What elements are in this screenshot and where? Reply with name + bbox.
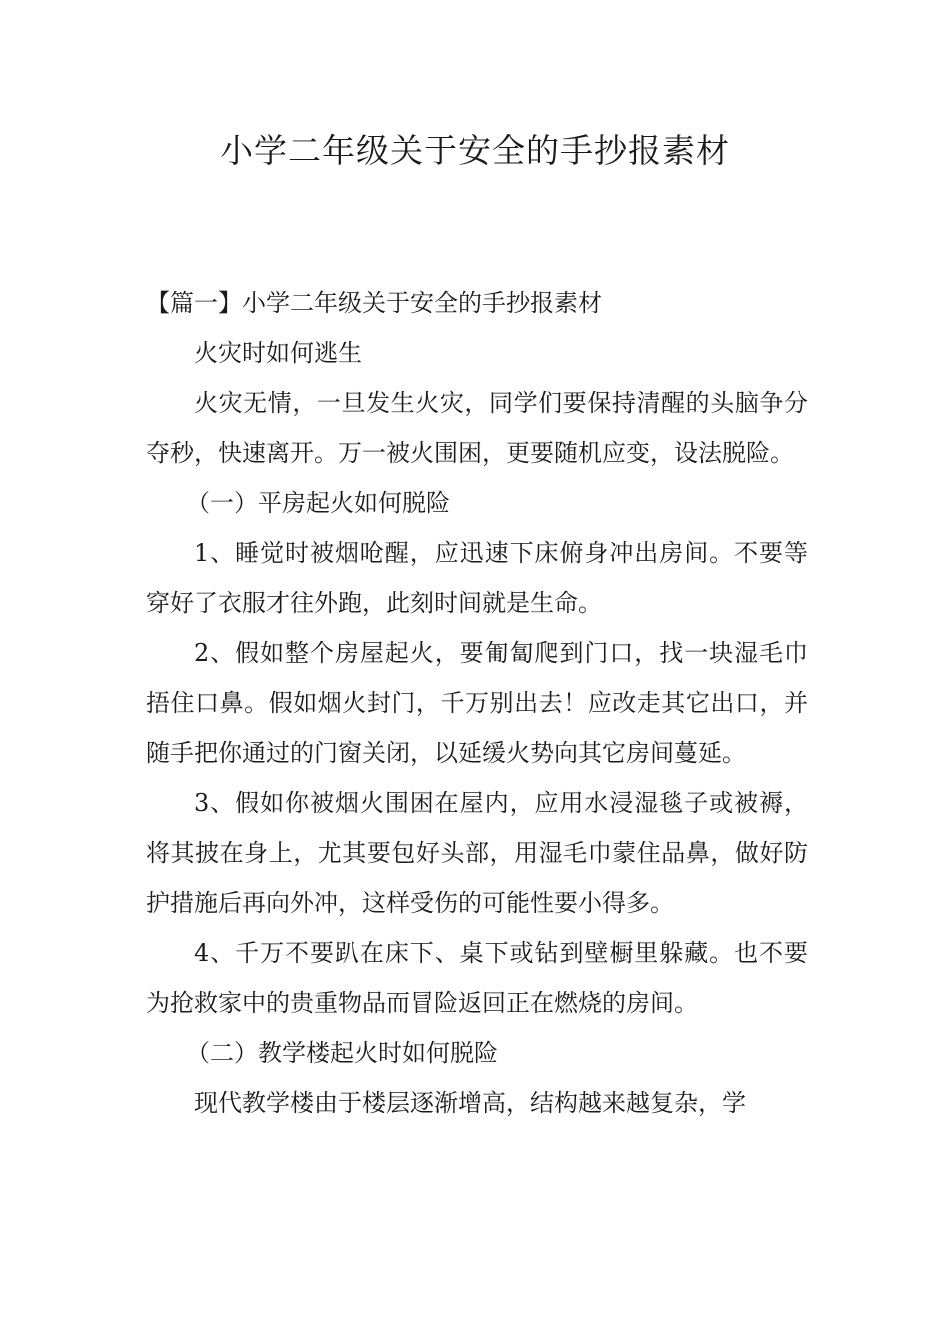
section-heading: 【篇一】小学二年级关于安全的手抄报素材 [146, 289, 602, 317]
paragraph: 1、睡觉时被烟呛醒，应迅速下床俯身冲出房间。不要等穿好了衣服才往外跑，此刻时间就是生命。 [146, 539, 808, 617]
document-title: 小学二年级关于安全的手抄报素材 [220, 131, 730, 170]
paragraph: 2、假如整个房屋起火，要匍匐爬到门口，找一块湿毛巾捂住口鼻。假如烟火封门，千万别出去！应改走其它出口，并随手把你通过的门窗关闭，以延缓火势向其它房间蔓延。 [146, 639, 808, 767]
paragraph: 现代教学楼由于楼层逐渐增高，结构越来越复杂，学 [194, 1089, 746, 1117]
paragraph: 火灾无情，一旦发生火灾，同学们要保持清醒的头脑争分夺秒，快速离开。万一被火围困，更要随机应变，设法脱险。 [146, 389, 808, 467]
subsection-heading: （二）教学楼起火时如何脱险 [186, 1039, 498, 1067]
topic-heading: 火灾时如何逃生 [194, 339, 362, 367]
document-body [146, 278, 808, 1128]
paragraph: 3、假如你被烟火围困在屋内，应用水浸湿毯子或被褥，将其披在身上，尤其要包好头部，用湿毛巾蒙住品鼻，做好防护措施后再向外冲，这样受伤的可能性要小得多。 [146, 789, 808, 917]
subsection-heading: （一）平房起火如何脱险 [186, 489, 450, 517]
paragraph: 4、千万不要趴在床下、桌下或钻到壁橱里躲藏。也不要为抢救家中的贵重物品而冒险返回正在燃烧的房间。 [146, 939, 808, 1017]
